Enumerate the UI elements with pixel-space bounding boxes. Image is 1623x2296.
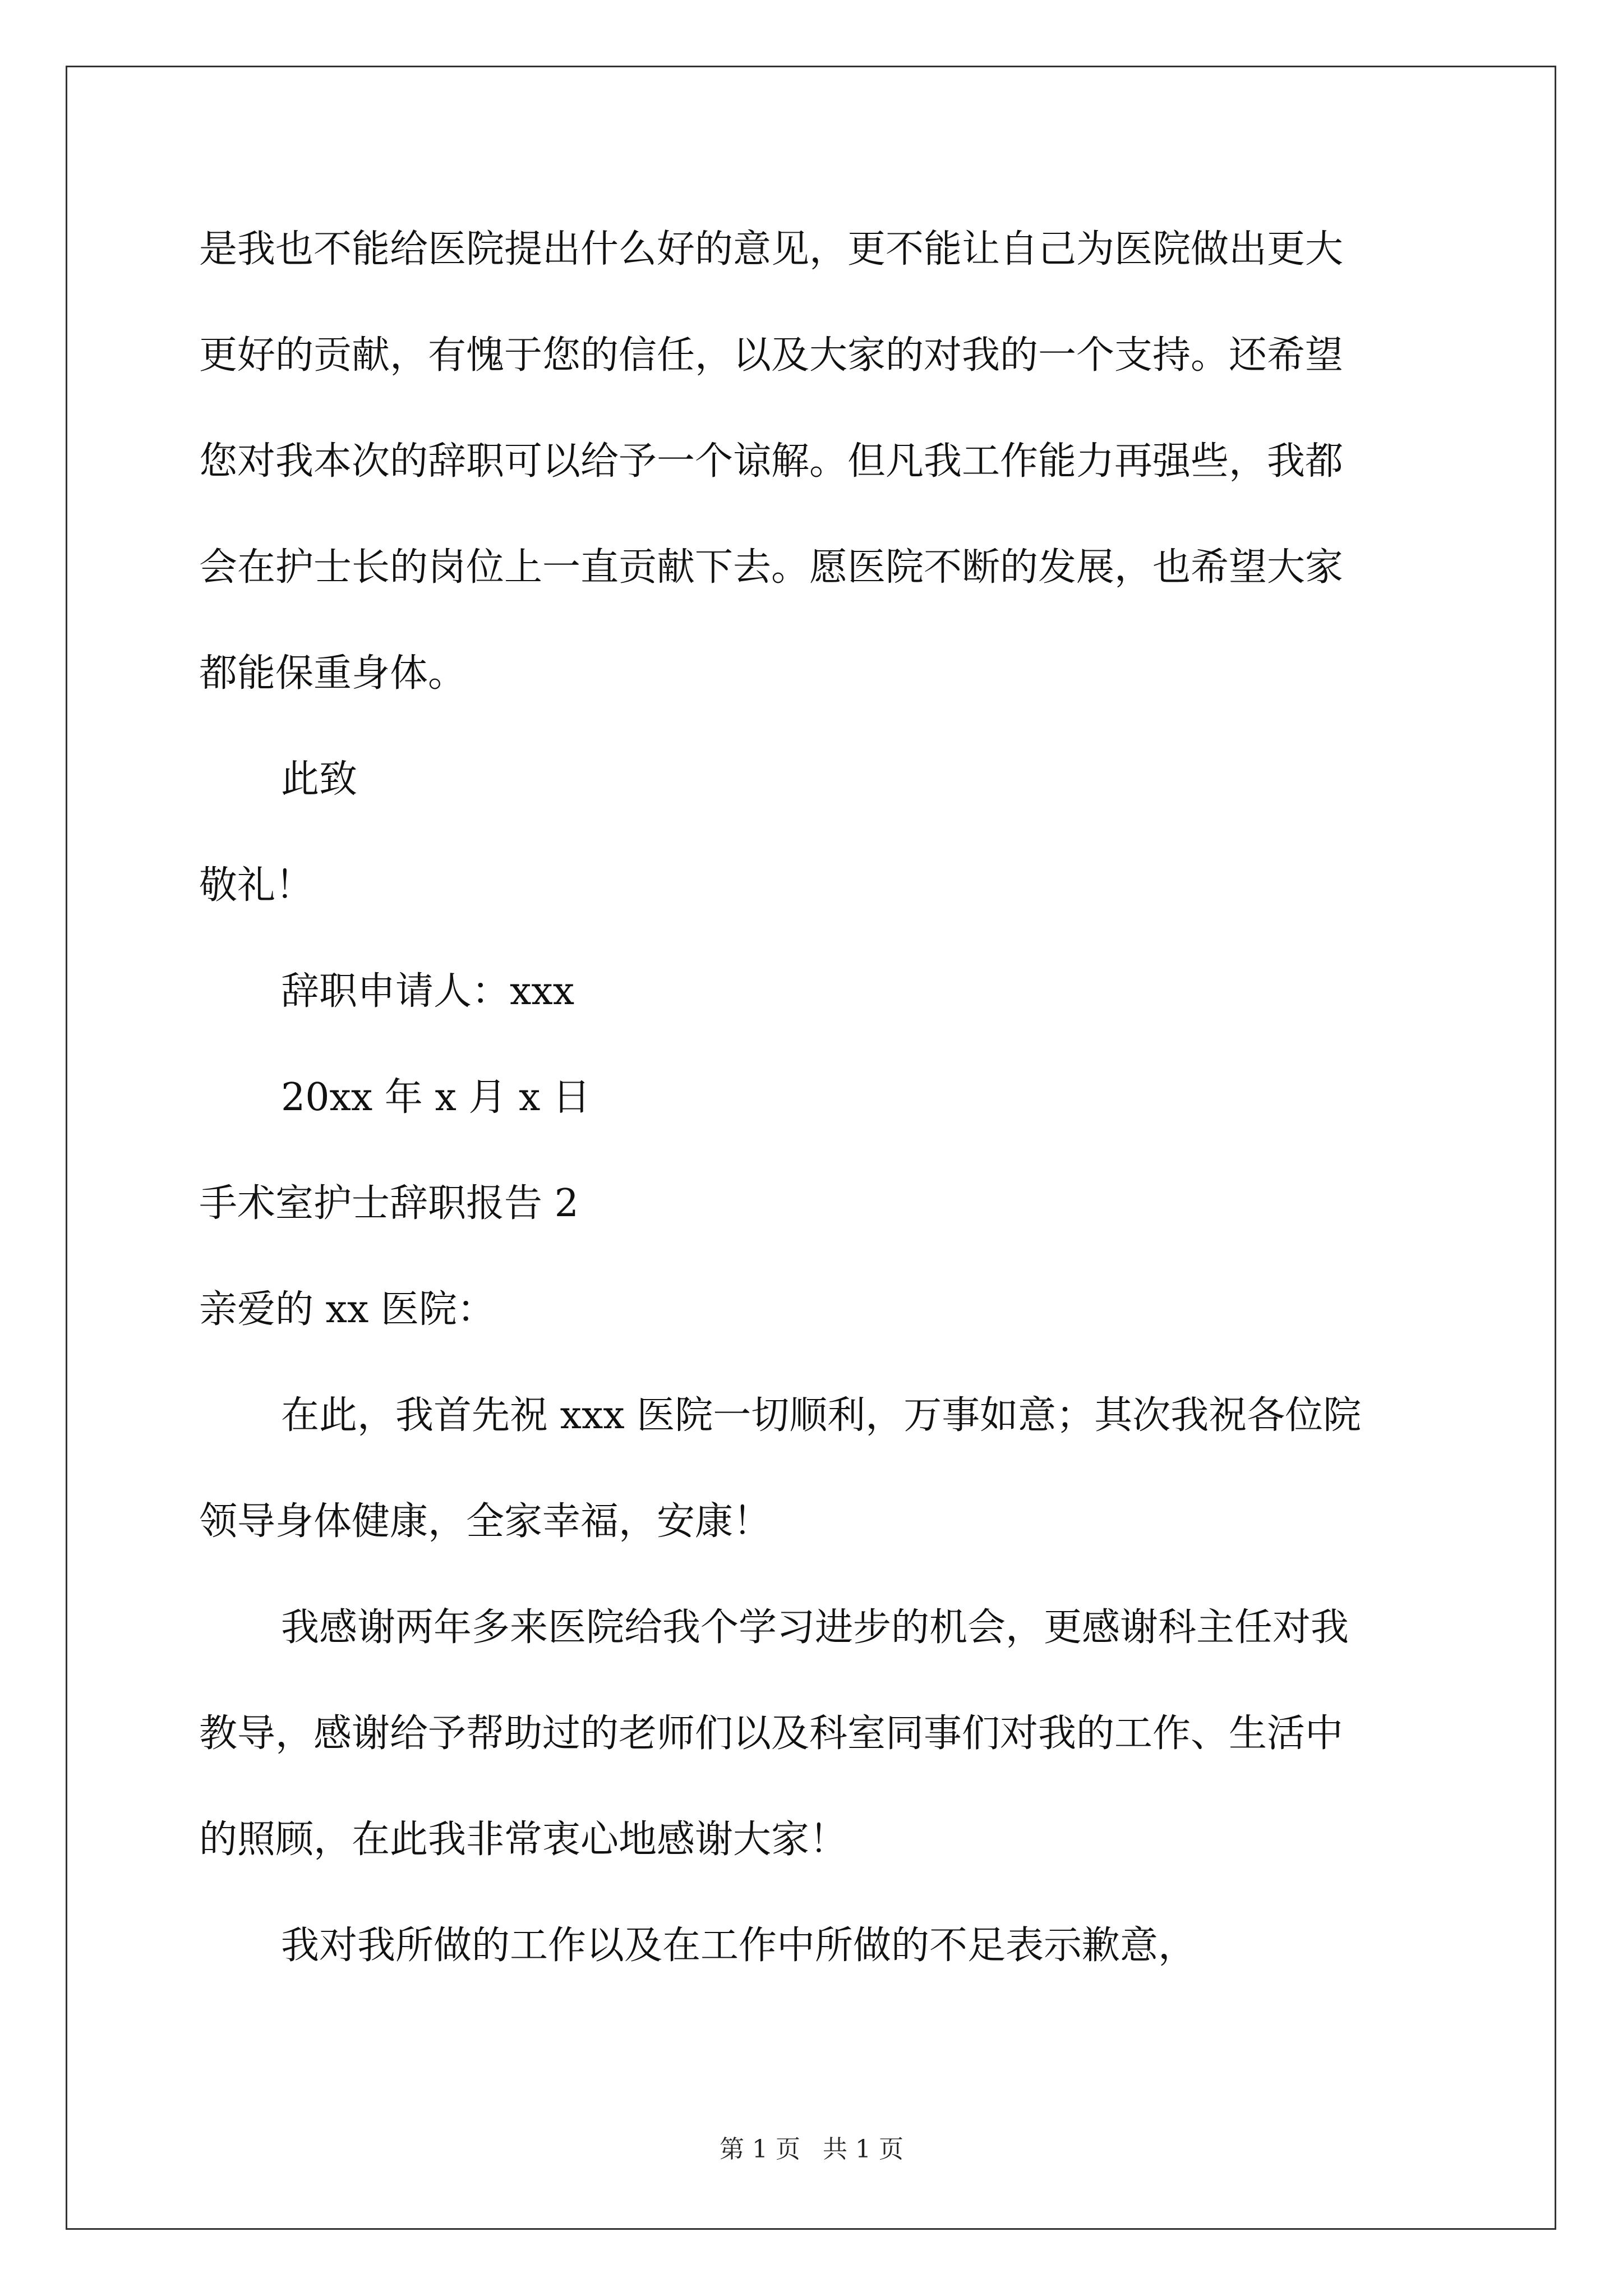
greeting-line: 亲爱的 xx 医院： bbox=[199, 1287, 495, 1332]
salute-text: 敬礼！ bbox=[199, 863, 314, 908]
closing-text: 此致 bbox=[281, 757, 358, 802]
text-line: 的照顾，在此我非常衷心地感谢大家！ bbox=[199, 1818, 848, 1862]
text-line: 是我也不能给医院提出什么好的意见，更不能让自己为医院做出更大 bbox=[199, 227, 1344, 272]
page-footer bbox=[0, 2135, 1623, 2164]
text-line: 领导身体健康，全家幸福，安康！ bbox=[199, 1499, 772, 1544]
text-line: 教导，感谢给予帮助过的老师们以及科室同事们对我的工作、生活中 bbox=[199, 1711, 1344, 1756]
text-line: 我感谢两年多来医院给我个学习进步的机会，更感谢科主任对我 bbox=[281, 1605, 1349, 1650]
section-title: 手术室护士辞职报告 2 bbox=[199, 1181, 579, 1226]
date-line: 20xx 年 x 月 x 日 bbox=[281, 1075, 591, 1120]
text-line: 会在护士长的岗位上一直贡献下去。愿医院不断的发展，也希望大家 bbox=[199, 545, 1344, 590]
text-line: 在此，我首先祝 xxx 医院一切顺利，万事如意；其次我祝各位院 bbox=[281, 1393, 1362, 1438]
text-line: 更好的贡献，有愧于您的信任，以及大家的对我的一个支持。还希望 bbox=[199, 333, 1344, 378]
page-border bbox=[66, 66, 1556, 2230]
page-number-current: 第 1 页 bbox=[720, 2135, 800, 2164]
text-line: 都能保重身体。 bbox=[199, 651, 467, 696]
page-number-total: 共 1 页 bbox=[823, 2135, 903, 2164]
text-line: 我对我所做的工作以及在工作中所做的不足表示歉意， bbox=[281, 1924, 1197, 1968]
signature-line: 辞职申请人：xxx bbox=[281, 969, 575, 1014]
text-line: 您对我本次的辞职可以给予一个谅解。但凡我工作能力再强些，我都 bbox=[199, 439, 1344, 484]
